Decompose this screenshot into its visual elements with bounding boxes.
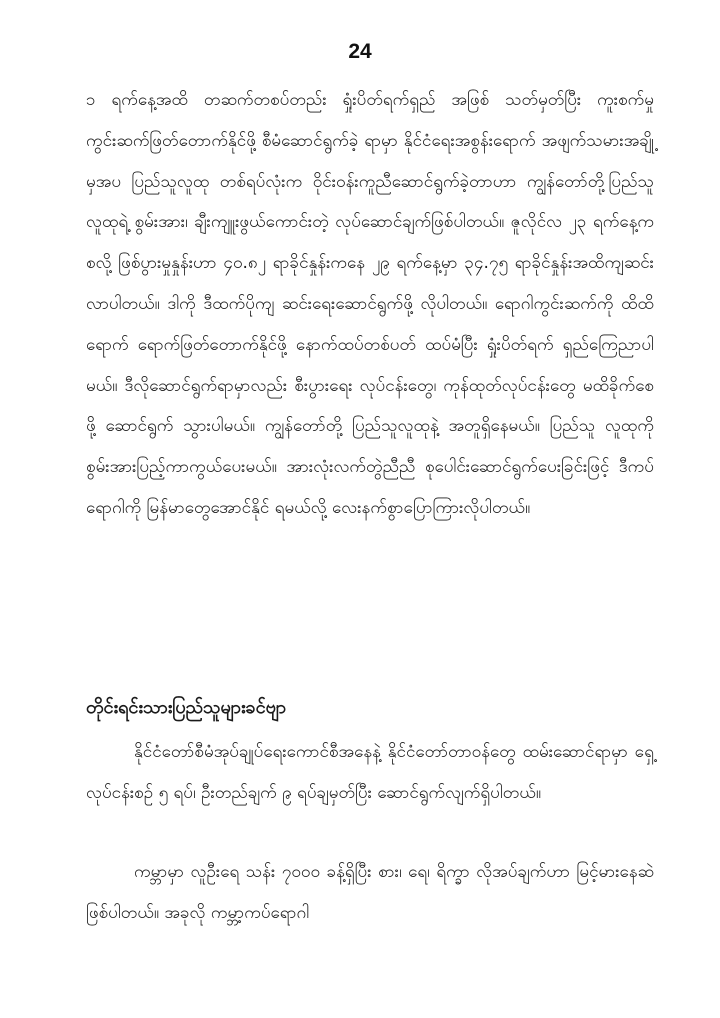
body-paragraph-3: ကမ္ဘာမှာ လူဦးရေ သန်း ၇၀၀၀ ခန့်ရှိပြီး စား၊ ရေ၊ ရိက္ခာ လိုအပ်ချက်ဟာ မြင့်မားနေဆဲဖြစ်ပါတယ်။ အခုလို ကမ္ဘာ့ကပ်ရောဂါ — [86, 862, 654, 923]
body-paragraph-1: ၁ ရက်နေ့အထိ တဆက်တစပ်တည်း ရှုံးပိတ်ရက်ရှည် အဖြစ် သတ်မှတ်ပြီး ကူးစက်မှုကွင်းဆက်ဖြတ်တောက်နိုင်ဖို့ စီမံဆောင်ရွက်ခဲ့ ရာမှာ နိုင်ငံရေးအစွန်းရောက် အဖျက်သမားအချို့မှအပ ပြည်သူလူထု တစ်ရပ်လုံးက ဝိုင်းဝန်းကူညီဆောင်ရွက်ခဲ့တာဟာ ကျွန်တော်တို့ပြည်သူ လူထုရဲ့ စွမ်းအား၊ ချီးကျူးဖွယ်ကောင်းတဲ့ လုပ်ဆောင်ချက်ဖြစ်ပါတယ်။ ဇူလိုင်လ ၂၃ ရက်နေ့က စလို့ ဖြစ်ပွားမှုနှုန်းဟာ ၄၀.၈၂ ရာခိုင်နှုန်းကနေ ၂၉ ရက်နေ့မှာ ၃၄.၇၅ ရာခိုင်နှုန်းအထိကျဆင်းလာပါတယ်။ ဒါကို ဒီထက်ပိုကျ ဆင်းရေးဆောင်ရွက်ဖို့ လိုပါတယ်။ ရောဂါကွင်းဆက်ကို ထိထိရောက် ရောက်ဖြတ်တောက်နိုင်ဖို့ နောက်ထပ်တစ်ပတ် ထပ်မံပြီး ရှုံးပိတ်ရက် ရှည်ကြေညာပါမယ်။ ဒီလိုဆောင်ရွက်ရာမှာလည်း စီးပွားရေး လုပ်ငန်းတွေ၊ ကုန်ထုတ်လုပ်ငန်းတွေ မထိခိုက်စေဖို့ ဆောင်ရွက် သွားပါမယ်။ ကျွန်တော်တို့ ပြည်သူလူထုနဲ့ အတူရှိနေမယ်။ ပြည်သူ လူထုကို စွမ်းအားပြည့်ကာကွယ်ပေးမယ်။ အားလုံးလက်တွဲညီညီ စုပေါင်းဆောင်ရွက်ပေးခြင်းဖြင့် ဒီကပ်ရောဂါကို မြန်မာတွေအောင်နိုင် ရမယ်လို့ လေးနက်စွာပြောကြားလိုပါတယ်။ — [86, 90, 654, 518]
body-paragraph-2: နိုင်ငံတော်စီမံအုပ်ချုပ်ရေးကောင်စီအနေနဲ့ နိုင်ငံတော်တာဝန်တွေ ထမ်းဆောင်ရာမှာ ရှေ့လုပ်ငန်းစဉ် ၅ ရပ်၊ ဦးတည်ချက် ၉ ရပ်ချမှတ်ပြီး ဆောင်ရွက်လျက်ရှိပါတယ်။ — [86, 742, 654, 803]
section-heading: တိုင်းရင်းသားပြည်သူများခင်ဗျာ — [86, 697, 287, 718]
page-number: 24 — [348, 40, 372, 63]
